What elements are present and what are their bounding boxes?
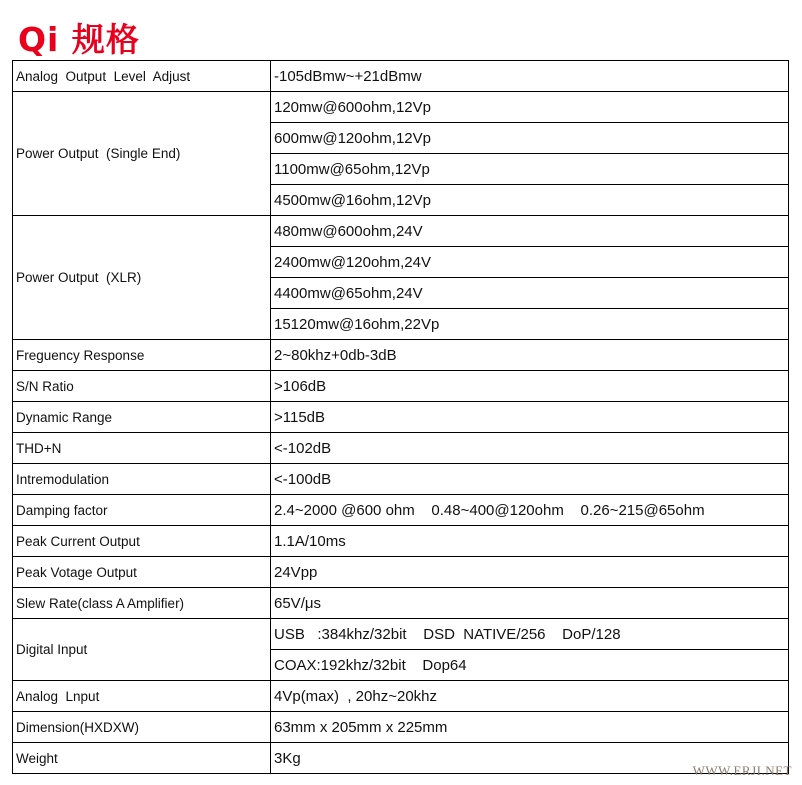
spec-label: THD+N — [13, 433, 271, 464]
spec-value: 4500mw@16ohm,12Vp — [271, 185, 789, 216]
spec-label: S/N Ratio — [13, 371, 271, 402]
spec-label: Intremodulation — [13, 464, 271, 495]
spec-label: Power Output (Single End) — [13, 92, 271, 216]
table-row — [13, 92, 789, 123]
spec-value: 480mw@600ohm,24V — [271, 216, 789, 247]
spec-value: 1100mw@65ohm,12Vp — [271, 154, 789, 185]
spec-label: Power Output (XLR) — [13, 216, 271, 340]
table-row — [13, 557, 789, 588]
spec-label: Slew Rate(class A Amplifier) — [13, 588, 271, 619]
table-row — [13, 371, 789, 402]
spec-value: 2~80khz+0db-3dB — [271, 340, 789, 371]
spec-value: <-100dB — [271, 464, 789, 495]
spec-value: >115dB — [271, 402, 789, 433]
spec-value: 1.1A/10ms — [271, 526, 789, 557]
table-row — [13, 61, 789, 92]
table-row — [13, 619, 789, 650]
spec-value: -105dBmw~+21dBmw — [271, 61, 789, 92]
spec-label: Analog Lnput — [13, 681, 271, 712]
table-row — [13, 340, 789, 371]
table-row — [13, 402, 789, 433]
spec-value: 2.4~2000 @600 ohm 0.48~400@120ohm 0.26~215@65ohm — [271, 495, 789, 526]
table-row — [13, 433, 789, 464]
spec-label: Analog Output Level Adjust — [13, 61, 271, 92]
spec-value: 600mw@120ohm,12Vp — [271, 123, 789, 154]
spec-value: >106dB — [271, 371, 789, 402]
spec-value: 65V/μs — [271, 588, 789, 619]
spec-value: 63mm x 205mm x 225mm — [271, 712, 789, 743]
table-row — [13, 588, 789, 619]
table-row — [13, 464, 789, 495]
page-title: Qi 规格 — [18, 20, 140, 59]
table-row — [13, 216, 789, 247]
spec-value: 4Vp(max) , 20hz~20khz — [271, 681, 789, 712]
spec-label: Digital Input — [13, 619, 271, 681]
table-row — [13, 526, 789, 557]
table-row — [13, 495, 789, 526]
spec-value: 3Kg — [271, 743, 789, 774]
table-row — [13, 743, 789, 774]
spec-label: Weight — [13, 743, 271, 774]
spec-table — [12, 60, 789, 774]
spec-value: 4400mw@65ohm,24V — [271, 278, 789, 309]
watermark: WWW.ERJI.NET — [692, 763, 792, 778]
table-row — [13, 681, 789, 712]
spec-label: Dimension(HXDXW) — [13, 712, 271, 743]
spec-value: <-102dB — [271, 433, 789, 464]
spec-value: 2400mw@120ohm,24V — [271, 247, 789, 278]
spec-value: 120mw@600ohm,12Vp — [271, 92, 789, 123]
spec-label: Dynamic Range — [13, 402, 271, 433]
spec-value: USB :384khz/32bit DSD NATIVE/256 DoP/128 — [271, 619, 789, 650]
spec-label: Freguency Response — [13, 340, 271, 371]
spec-value: 24Vpp — [271, 557, 789, 588]
spec-label: Damping factor — [13, 495, 271, 526]
table-row — [13, 712, 789, 743]
spec-label: Peak Votage Output — [13, 557, 271, 588]
spec-value: COAX:192khz/32bit Dop64 — [271, 650, 789, 681]
spec-label: Peak Current Output — [13, 526, 271, 557]
spec-value: 15120mw@16ohm,22Vp — [271, 309, 789, 340]
